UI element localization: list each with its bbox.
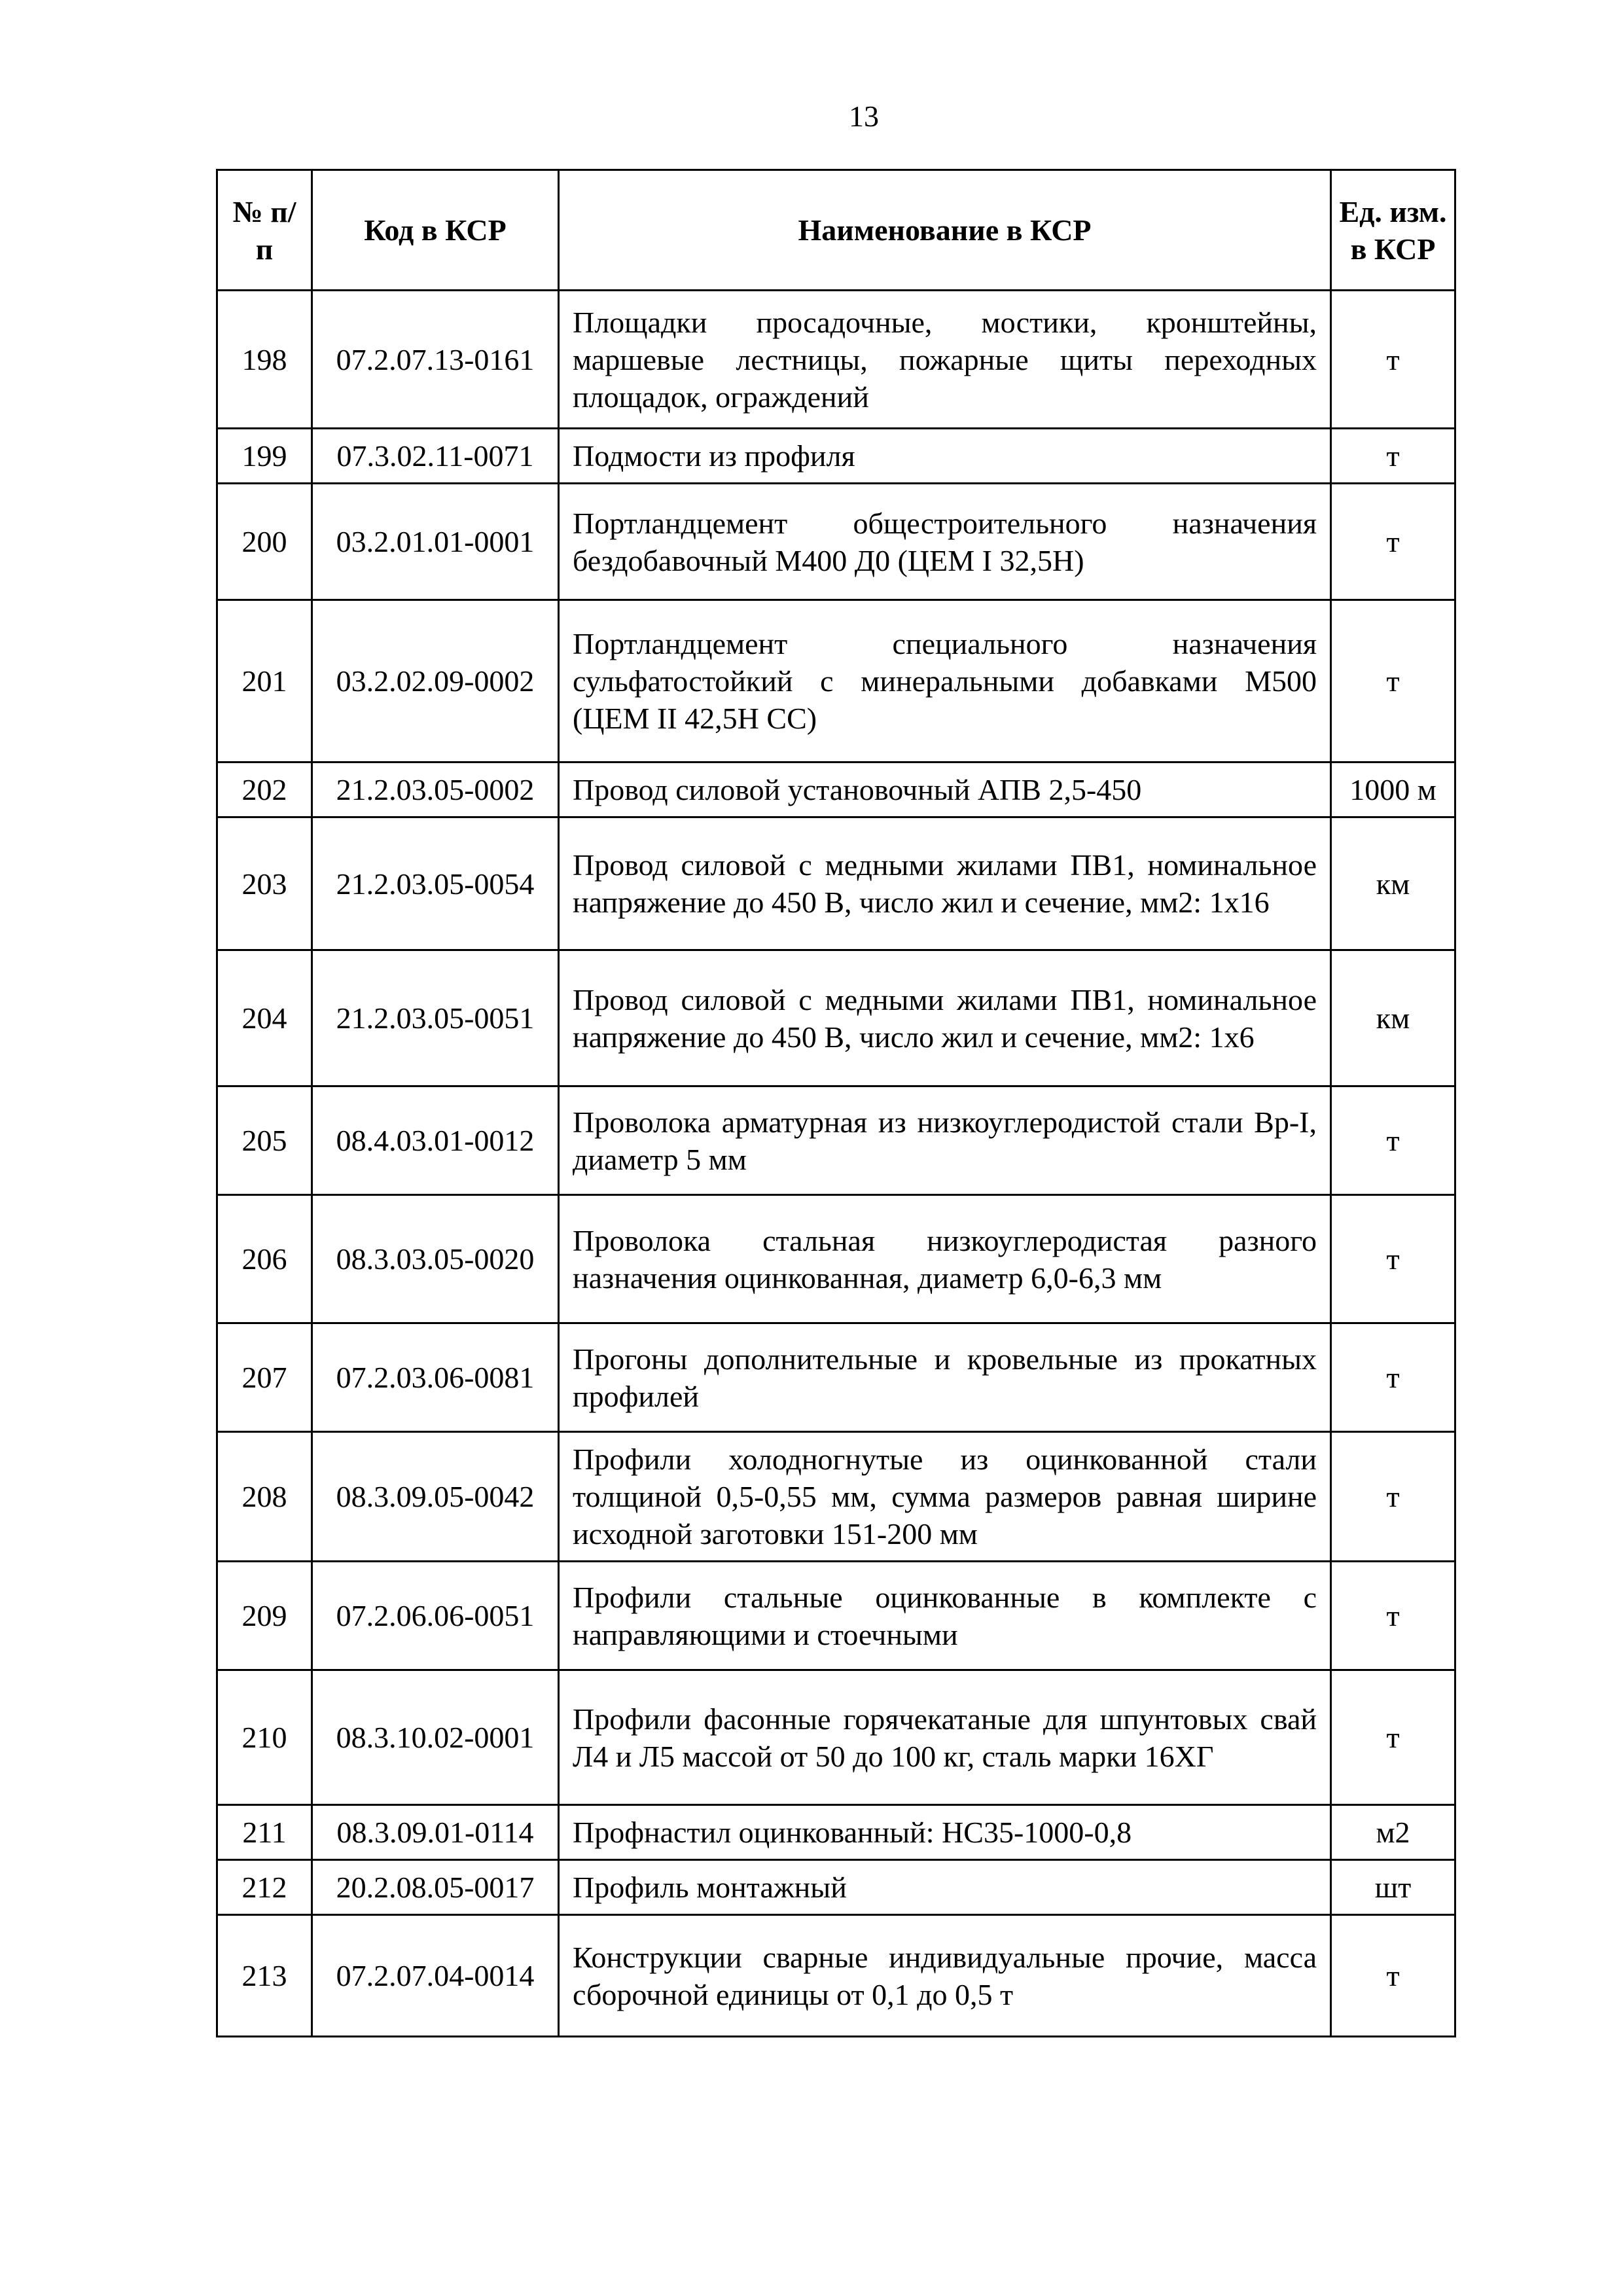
row-code: 21.2.03.05-0051 — [312, 950, 559, 1086]
row-num: 213 — [217, 1915, 312, 2037]
row-name: Площадки просадочные, мостики, кронштейны, маршевые лестницы, пожарные щиты переходных площадок, ограждений — [559, 291, 1331, 429]
row-code: 08.3.10.02-0001 — [312, 1670, 559, 1805]
row-unit: т — [1331, 1432, 1455, 1562]
row-num: 202 — [217, 762, 312, 817]
row-code: 03.2.01.01-0001 — [312, 484, 559, 600]
row-num: 204 — [217, 950, 312, 1086]
table-row — [217, 1195, 1455, 1323]
row-unit: км — [1331, 817, 1455, 950]
table-row — [217, 291, 1455, 429]
row-name: Конструкции сварные индивидуальные прочие, масса сборочной единицы от 0,1 до 0,5 т — [559, 1915, 1331, 2037]
row-unit: км — [1331, 950, 1455, 1086]
row-code: 08.3.03.05-0020 — [312, 1195, 559, 1323]
table-row — [217, 1915, 1455, 2037]
ksr-table — [216, 169, 1456, 2037]
row-name: Проволока стальная низкоуглеродистая разного назначения оцинкованная, диаметр 6,0-6,3 мм — [559, 1195, 1331, 1323]
row-code: 08.4.03.01-0012 — [312, 1086, 559, 1195]
table-row — [217, 1562, 1455, 1670]
header-name: Наименование в КСР — [559, 170, 1331, 291]
row-num: 207 — [217, 1323, 312, 1432]
header-num: № п/п — [217, 170, 312, 291]
row-num: 211 — [217, 1805, 312, 1860]
table-row — [217, 1805, 1455, 1860]
table-row — [217, 817, 1455, 950]
row-num: 205 — [217, 1086, 312, 1195]
row-code: 08.3.09.05-0042 — [312, 1432, 559, 1562]
table-row — [217, 1432, 1455, 1562]
row-name: Подмости из профиля — [559, 429, 1331, 484]
row-num: 203 — [217, 817, 312, 950]
row-name: Проволока арматурная из низкоуглеродистой стали Вр-I, диаметр 5 мм — [559, 1086, 1331, 1195]
row-name: Профиль монтажный — [559, 1860, 1331, 1915]
table-row — [217, 950, 1455, 1086]
row-name: Профнастил оцинкованный: НС35-1000-0,8 — [559, 1805, 1331, 1860]
row-unit: т — [1331, 1670, 1455, 1805]
row-name: Портландцемент общестроительного назначения бездобавочный М400 Д0 (ЦЕМ I 32,5Н) — [559, 484, 1331, 600]
row-name: Профили фасонные горячекатаные для шпунтовых свай Л4 и Л5 массой от 50 до 100 кг, сталь марки 16ХГ — [559, 1670, 1331, 1805]
row-code: 07.2.03.06-0081 — [312, 1323, 559, 1432]
row-code: 07.2.07.04-0014 — [312, 1915, 559, 2037]
row-unit: м2 — [1331, 1805, 1455, 1860]
table-row — [217, 762, 1455, 817]
row-unit: т — [1331, 600, 1455, 762]
header-code: Код в КСР — [312, 170, 559, 291]
row-num: 208 — [217, 1432, 312, 1562]
row-code: 21.2.03.05-0054 — [312, 817, 559, 950]
row-unit: т — [1331, 429, 1455, 484]
row-unit: шт — [1331, 1860, 1455, 1915]
row-code: 03.2.02.09-0002 — [312, 600, 559, 762]
row-code: 07.2.06.06-0051 — [312, 1562, 559, 1670]
row-num: 212 — [217, 1860, 312, 1915]
row-code: 07.3.02.11-0071 — [312, 429, 559, 484]
row-num: 209 — [217, 1562, 312, 1670]
row-unit: т — [1331, 291, 1455, 429]
row-name: Провод силовой с медными жилами ПВ1, номинальное напряжение до 450 В, число жил и сечение, мм2: 1х6 — [559, 950, 1331, 1086]
row-unit: т — [1331, 1562, 1455, 1670]
row-unit: т — [1331, 1915, 1455, 2037]
row-name: Провод силовой с медными жилами ПВ1, номинальное напряжение до 450 В, число жил и сечение, мм2: 1х16 — [559, 817, 1331, 950]
row-unit: т — [1331, 1323, 1455, 1432]
row-name: Портландцемент специального назначения сульфатостойкий с минеральными добавками М500 (ЦЕМ II 42,5Н СС) — [559, 600, 1331, 762]
table-row — [217, 1670, 1455, 1805]
row-code: 21.2.03.05-0002 — [312, 762, 559, 817]
row-unit: т — [1331, 1195, 1455, 1323]
table-row — [217, 600, 1455, 762]
row-num: 210 — [217, 1670, 312, 1805]
row-unit: 1000 м — [1331, 762, 1455, 817]
row-name: Профили холодногнутые из оцинкованной стали толщиной 0,5-0,55 мм, сумма размеров равная ширине исходной заготовки 151-200 мм — [559, 1432, 1331, 1562]
row-name: Провод силовой установочный АПВ 2,5-450 — [559, 762, 1331, 817]
table-row — [217, 429, 1455, 484]
page-number: 13 — [849, 99, 879, 133]
row-num: 199 — [217, 429, 312, 484]
header-unit: Ед. изм. в КСР — [1331, 170, 1455, 291]
row-num: 201 — [217, 600, 312, 762]
row-num: 198 — [217, 291, 312, 429]
table-row — [217, 1323, 1455, 1432]
row-code: 08.3.09.01-0114 — [312, 1805, 559, 1860]
table-header-row — [217, 170, 1455, 291]
row-code: 20.2.08.05-0017 — [312, 1860, 559, 1915]
table-row — [217, 1086, 1455, 1195]
row-num: 206 — [217, 1195, 312, 1323]
row-name: Профили стальные оцинкованные в комплекте с направляющими и стоечными — [559, 1562, 1331, 1670]
row-name: Прогоны дополнительные и кровельные из прокатных профилей — [559, 1323, 1331, 1432]
row-code: 07.2.07.13-0161 — [312, 291, 559, 429]
row-unit: т — [1331, 484, 1455, 600]
table-row — [217, 1860, 1455, 1915]
row-num: 200 — [217, 484, 312, 600]
table-row — [217, 484, 1455, 600]
row-unit: т — [1331, 1086, 1455, 1195]
